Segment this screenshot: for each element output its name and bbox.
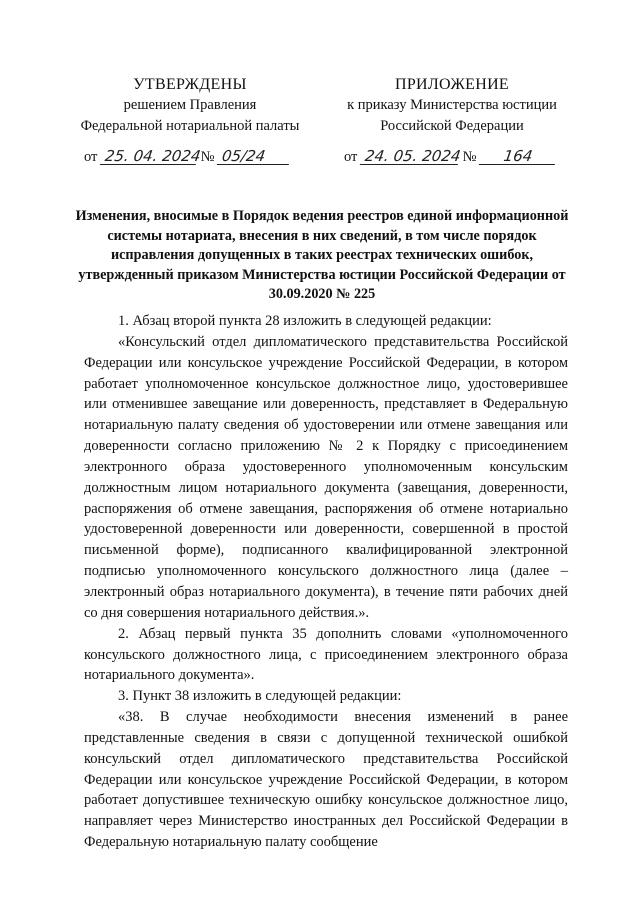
approval-number-prefix: № (200, 149, 215, 165)
document-title: Изменения, вносимые в Порядок ведения реестров единой информационной системы нотариата, внесения в них сведений, в том числе порядок исправления допущенных в таких реестрах технических ошибок, утвержденный приказом Министерства юстиции Российской Федерации от 30.09.2020 № 225 (75, 208, 569, 303)
paragraph-2: «Консульский отдел дипломатического представительства Российской Федерации или консульское учреждение Российской Федерации, в котором работает уполномоченное консульское должностное лицо, удостоверившее или отменившее завещание или доверенность, представляет в Федеральную нотариальную палату сведения об удостоверении или отмене завещания или доверенности согласно приложению № 2 к Порядку с присоединением электронного образа удостоверенного уполномоченным консульским должностным лицом нотариального документа (завещания, доверенности, распоряжения об отмене завещания, распоряжения об отмене нотариально удостоверенной доверенности или доверенности, совершенной в простой письменной форме), подписанного квалифицированной электронной подписью уполномоченного консульского должностного лица (далее – электронный образ нотариального документа), в течение пяти рабочих дней со дня совершения нотариального действия.». (84, 333, 568, 621)
paragraph-3: 2. Абзац первый пункта 35 дополнить словами «уполномоченного консульского должностного лица, с присоединением электронного образа нотариального документа». (84, 625, 568, 684)
approval-date-handwritten: 25. 04. 2024 (100, 148, 198, 165)
approval-block (72, 74, 308, 137)
paragraph-5: «38. В случае необходимости внесения изменений в ранее представленные сведения в связи с допущенной технической ошибкой консульский отдел дипломатического представительства Российской Федерации или консульское учреждение Российской Федерации, в котором работает допустившее техническую ошибку консульское должностное лицо, направляет через Министерство иностранных дел Российской Федерации в Федеральную нотариальную палату сообщение (84, 709, 568, 851)
appendix-number-handwritten: 164 (479, 148, 557, 165)
paragraph-1: 1. Абзац второй пункта 28 изложить в следующей редакции: (118, 313, 492, 329)
appendix-title: ПРИЛОЖЕНИЕ (394, 76, 509, 93)
appendix-date-handwritten: 24. 05. 2024 (360, 148, 460, 165)
approval-date-prefix: от (84, 149, 98, 165)
appendix-date-prefix: от (344, 149, 358, 165)
appendix-block (333, 74, 571, 137)
document-body (84, 311, 568, 853)
paragraph-4: 3. Пункт 38 изложить в следующей редакции: (118, 688, 402, 705)
appendix-line-1: к приказу Министерства юстиции (347, 97, 557, 113)
approval-line-1: решением Правления (123, 97, 257, 113)
approval-number-handwritten: 05/24 (217, 148, 291, 165)
approval-title: УТВЕРЖДЕНЫ (133, 76, 247, 93)
appendix-number-prefix: № (462, 149, 477, 165)
appendix-date-line (344, 148, 556, 166)
appendix-line-2: Российской Федерации (380, 118, 524, 134)
approval-date-line (84, 148, 290, 166)
approval-line-2: Федеральной нотариальной палаты (80, 118, 300, 134)
